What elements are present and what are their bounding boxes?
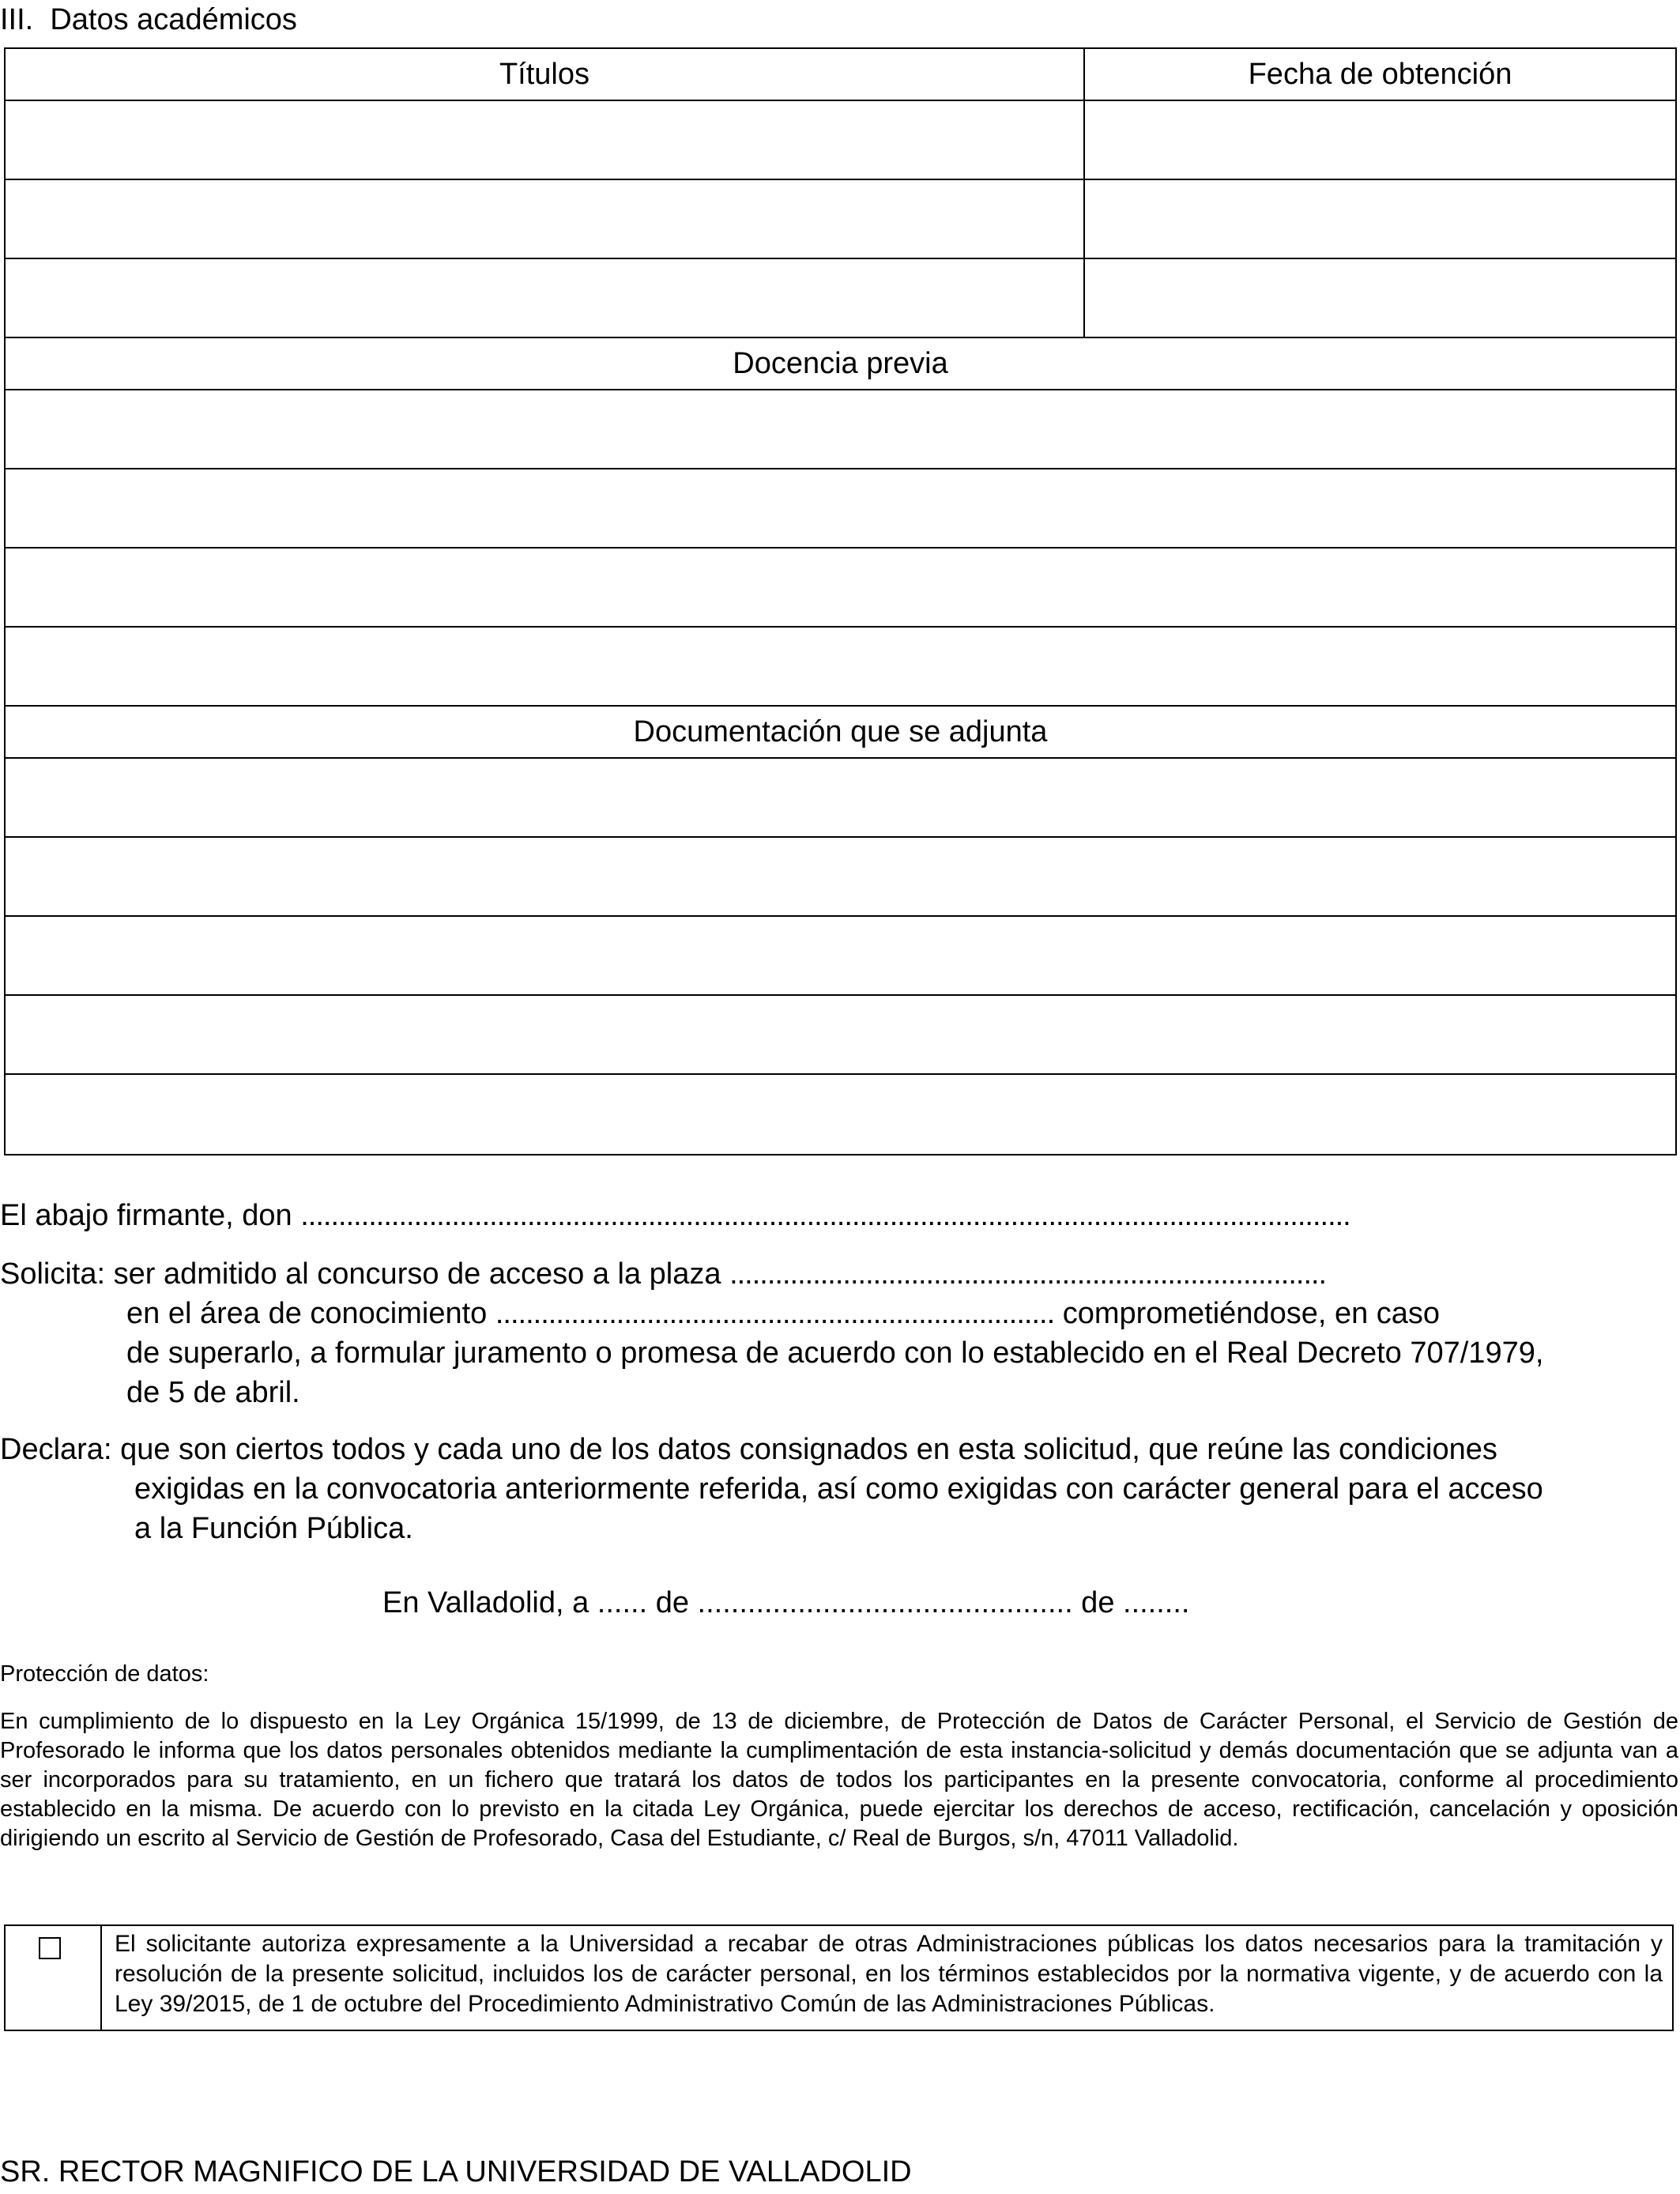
column-header-fecha: Fecha de obtención <box>1248 57 1512 91</box>
docencia-input-cell[interactable] <box>6 548 1675 626</box>
proteccion-title: Protección de datos: <box>0 1661 209 1687</box>
firmante-line <box>0 1197 1350 1235</box>
titulo-input-cell[interactable] <box>6 180 1085 258</box>
documentacion-input-cell[interactable] <box>6 838 1675 915</box>
academic-data-table <box>4 47 1677 1155</box>
consent-text: El solicitante autoriza expresamente a la Universidad a recabar de otras Administraciones públicas los datos necesarios para la tramitación y resolución de la presente solicitud, incluidos los de carácter personal, en los términos establecidos por la normativa vigente, y de acuerdo con la Ley 39/2015, de 1 de octubre del Procedimiento Administrativo Común de las Administraciones Públicas. <box>115 1931 1663 2017</box>
plaza-field[interactable]: ............................................................................... <box>729 1257 1327 1291</box>
documentacion-row <box>6 838 1675 917</box>
consent-box <box>4 1924 1674 2031</box>
declara-label: Declara: <box>0 1433 112 1466</box>
declara-line-3: a la Función Pública. <box>134 1512 413 1545</box>
titulos-row <box>6 259 1675 338</box>
titulo-input-cell[interactable] <box>6 101 1085 179</box>
documentacion-row <box>6 996 1675 1075</box>
fecha-input-cell[interactable] <box>1085 259 1675 337</box>
solicita-tail: comprometiéndose, en caso <box>1062 1297 1441 1330</box>
addressee: SR. RECTOR MAGNIFICO DE LA UNIVERSIDAD DE VALLADOLID <box>0 2155 912 2188</box>
titulos-row <box>6 101 1675 180</box>
consent-checkbox[interactable] <box>39 1937 61 1959</box>
declara-text-1: que son ciertos todos y cada uno de los datos consignados en esta solicitud, que reúne las condiciones <box>120 1433 1497 1466</box>
documentacion-input-cell[interactable] <box>6 1075 1675 1154</box>
date-place-line[interactable]: En Valladolid, a ...... de ............................................. de ........ <box>382 1586 1190 1619</box>
documentacion-row <box>6 1075 1675 1154</box>
section-title: III. Datos académicos <box>0 3 297 36</box>
documentacion-header: Documentación que se adjunta <box>633 714 1048 748</box>
docencia-row <box>6 469 1675 548</box>
solicita-line-2 <box>126 1295 1440 1333</box>
docencia-input-cell[interactable] <box>6 469 1675 547</box>
documentacion-row <box>6 759 1675 838</box>
docencia-input-cell[interactable] <box>6 628 1675 705</box>
column-header-titulos: Títulos <box>6 49 1085 100</box>
solicita-label: Solicita: <box>0 1257 106 1291</box>
solicita-text: ser admitido al concurso de acceso a la plaza <box>113 1257 721 1291</box>
fecha-input-cell[interactable] <box>1085 101 1675 179</box>
consent-checkbox-cell <box>6 1926 102 2030</box>
docencia-header: Docencia previa <box>733 346 948 380</box>
docencia-row <box>6 548 1675 628</box>
docencia-row <box>6 390 1675 469</box>
firmante-label: El abajo firmante, don <box>0 1199 292 1232</box>
solicita-line-4: de 5 de abril. <box>126 1376 300 1409</box>
table-header-row <box>6 49 1675 101</box>
fecha-input-cell[interactable] <box>1085 180 1675 258</box>
docencia-input-cell[interactable] <box>6 390 1675 468</box>
area-field[interactable]: .......................................................................... <box>495 1297 1055 1330</box>
solicita-line-3: de superarlo, a formular juramento o promesa de acuerdo con lo establecido en el Real Decreto 707/1979, <box>126 1336 1544 1370</box>
documentacion-input-cell[interactable] <box>6 759 1675 836</box>
documentacion-row <box>6 917 1675 996</box>
docencia-row <box>6 628 1675 707</box>
documentacion-input-cell[interactable] <box>6 996 1675 1073</box>
documentacion-header-row <box>6 707 1675 759</box>
proteccion-text: En cumplimiento de lo dispuesto en la Ley Orgánica 15/1999, de 13 de diciembre, de Protección de Datos de Carácter Personal, el Servicio de Gestión de Profesorado le informa que los datos personales obtenidos mediante la cumplimentación de esta instancia-solicitud y demás documentación que se adjunta van a ser incorporados para su tratamiento, en un fichero que tratará los datos de todos los participantes en la presente convocatoria, conforme al procedimiento establecido en la misma. De acuerdo con lo previsto en la citada Ley Orgánica, puede ejercitar los derechos de acceso, rectificación, cancelación y oposición dirigiendo un escrito al Servicio de Gestión de Profesorado, Casa del Estudiante, c/ Real de Burgos, s/n, 47011 Valladolid. <box>0 1709 1678 1851</box>
declara-line-2: exigidas en la convocatoria anteriormente referida, así como exigidas con carácter general para el acceso <box>134 1472 1543 1506</box>
area-label: en el área de conocimiento <box>126 1297 488 1330</box>
declara-line-1 <box>0 1431 1497 1468</box>
firmante-name-field[interactable]: ........................................................................................................................................... <box>300 1199 1350 1232</box>
titulo-input-cell[interactable] <box>6 259 1085 337</box>
titulos-row <box>6 180 1675 259</box>
docencia-header-row <box>6 338 1675 390</box>
solicita-line-1 <box>0 1255 1326 1293</box>
documentacion-input-cell[interactable] <box>6 917 1675 994</box>
